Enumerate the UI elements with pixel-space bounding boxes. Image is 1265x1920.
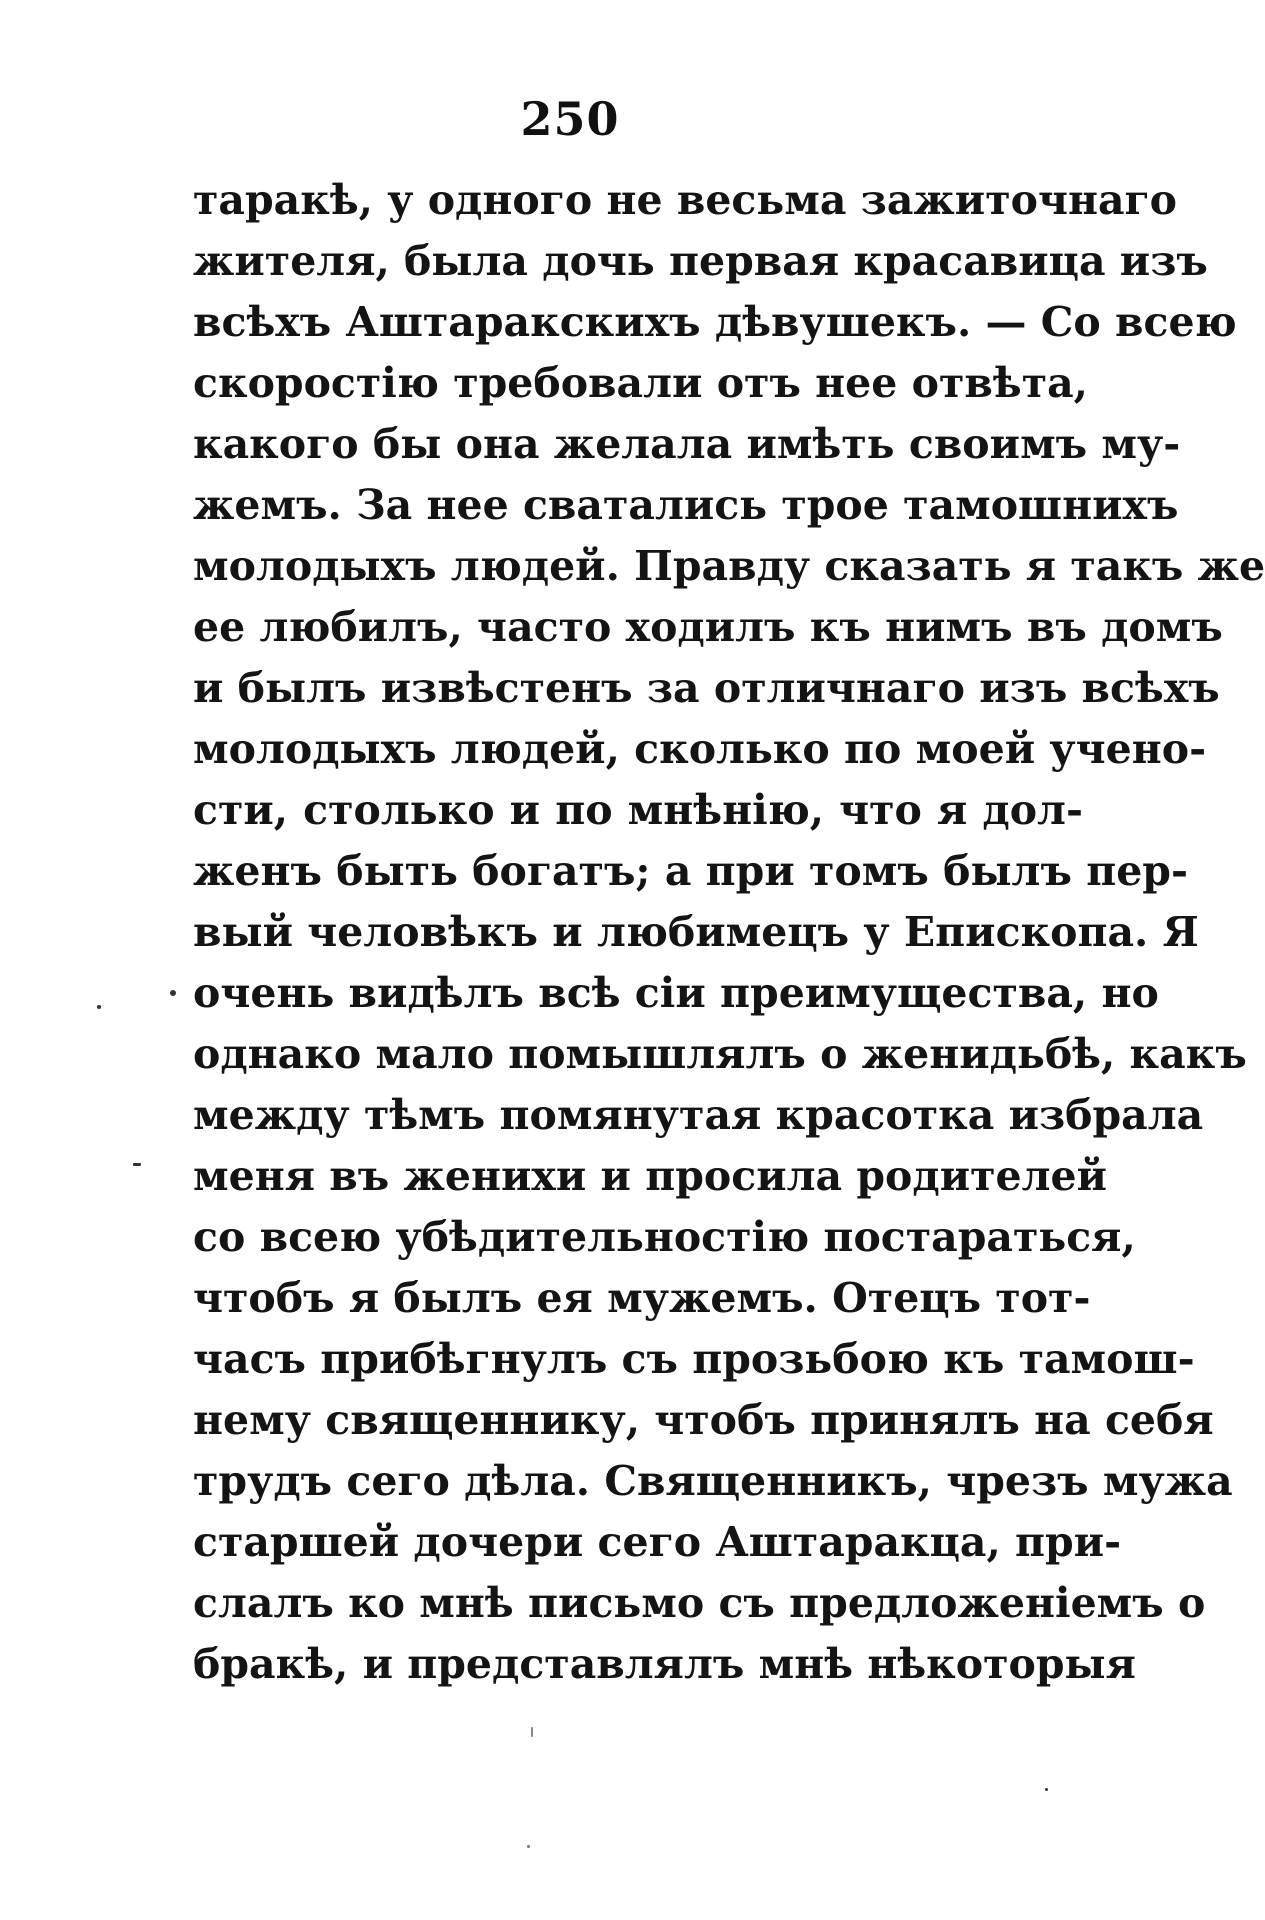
scan-speck <box>531 1727 533 1737</box>
text-line: ее любилъ, часто ходилъ къ нимъ въ домъ <box>193 603 1223 651</box>
scan-speck <box>97 1005 101 1009</box>
page-number: 250 <box>520 92 620 146</box>
text-line: между тѣмъ помянутая красотка избрала <box>193 1091 1204 1139</box>
text-line: вый человѣкъ и любимецъ у Епископа. Я <box>193 908 1199 956</box>
scan-speck <box>170 990 176 996</box>
text-line: очень видѣлъ всѣ сіи преимущества, но <box>193 969 1159 1017</box>
text-line: старшей дочери сего Аштаракца, при- <box>193 1518 1122 1566</box>
text-line: и былъ извѣстенъ за отличнаго изъ всѣхъ <box>193 664 1220 712</box>
scan-speck <box>527 1845 530 1848</box>
text-line: какого бы она желала имѣть своимъ му- <box>193 420 1181 468</box>
text-line: жемъ. За нее сватались трое тамошнихъ <box>193 481 1179 529</box>
text-line: трудъ сего дѣла. Священникъ, чрезъ мужа <box>193 1457 1233 1505</box>
scan-speck <box>133 1163 141 1166</box>
text-line: скоростію требовали отъ нее отвѣта, <box>193 359 1088 407</box>
text-line: чтобъ я былъ ея мужемъ. Отецъ тот- <box>193 1274 1091 1322</box>
body-text <box>193 170 1265 1695</box>
scan-speck <box>1045 1788 1048 1791</box>
text-line: однако мало помышлялъ о женидьбѣ, какъ <box>193 1030 1247 1078</box>
text-line: всѣхъ Аштаракскихъ дѣвушекъ. — Со всею <box>193 298 1237 346</box>
text-line: молодыхъ людей. Правду сказать я такъ же <box>193 542 1265 590</box>
text-line: слалъ ко мнѣ письмо съ предложеніемъ о <box>193 1579 1206 1627</box>
text-line: сти, столько и по мнѣнію, что я дол- <box>193 786 1083 834</box>
text-line: нему священнику, чтобъ принялъ на себя <box>193 1396 1214 1444</box>
text-line: бракѣ, и представлялъ мнѣ нѣкоторыя <box>193 1640 1136 1688</box>
text-line: часъ прибѣгнулъ съ прозьбою къ тамош- <box>193 1335 1195 1383</box>
text-line: меня въ женихи и просила родителей <box>193 1152 1107 1200</box>
text-line: женъ быть богатъ; а при томъ былъ пер- <box>193 847 1188 895</box>
text-line: со всею убѣдительностію постараться, <box>193 1213 1136 1261</box>
text-line: жителя, была дочь первая красавица изъ <box>193 237 1208 285</box>
text-line: молодыхъ людей, сколько по моей учено- <box>193 725 1207 773</box>
text-line: таракѣ, у одного не весьма зажиточнаго <box>193 176 1178 224</box>
